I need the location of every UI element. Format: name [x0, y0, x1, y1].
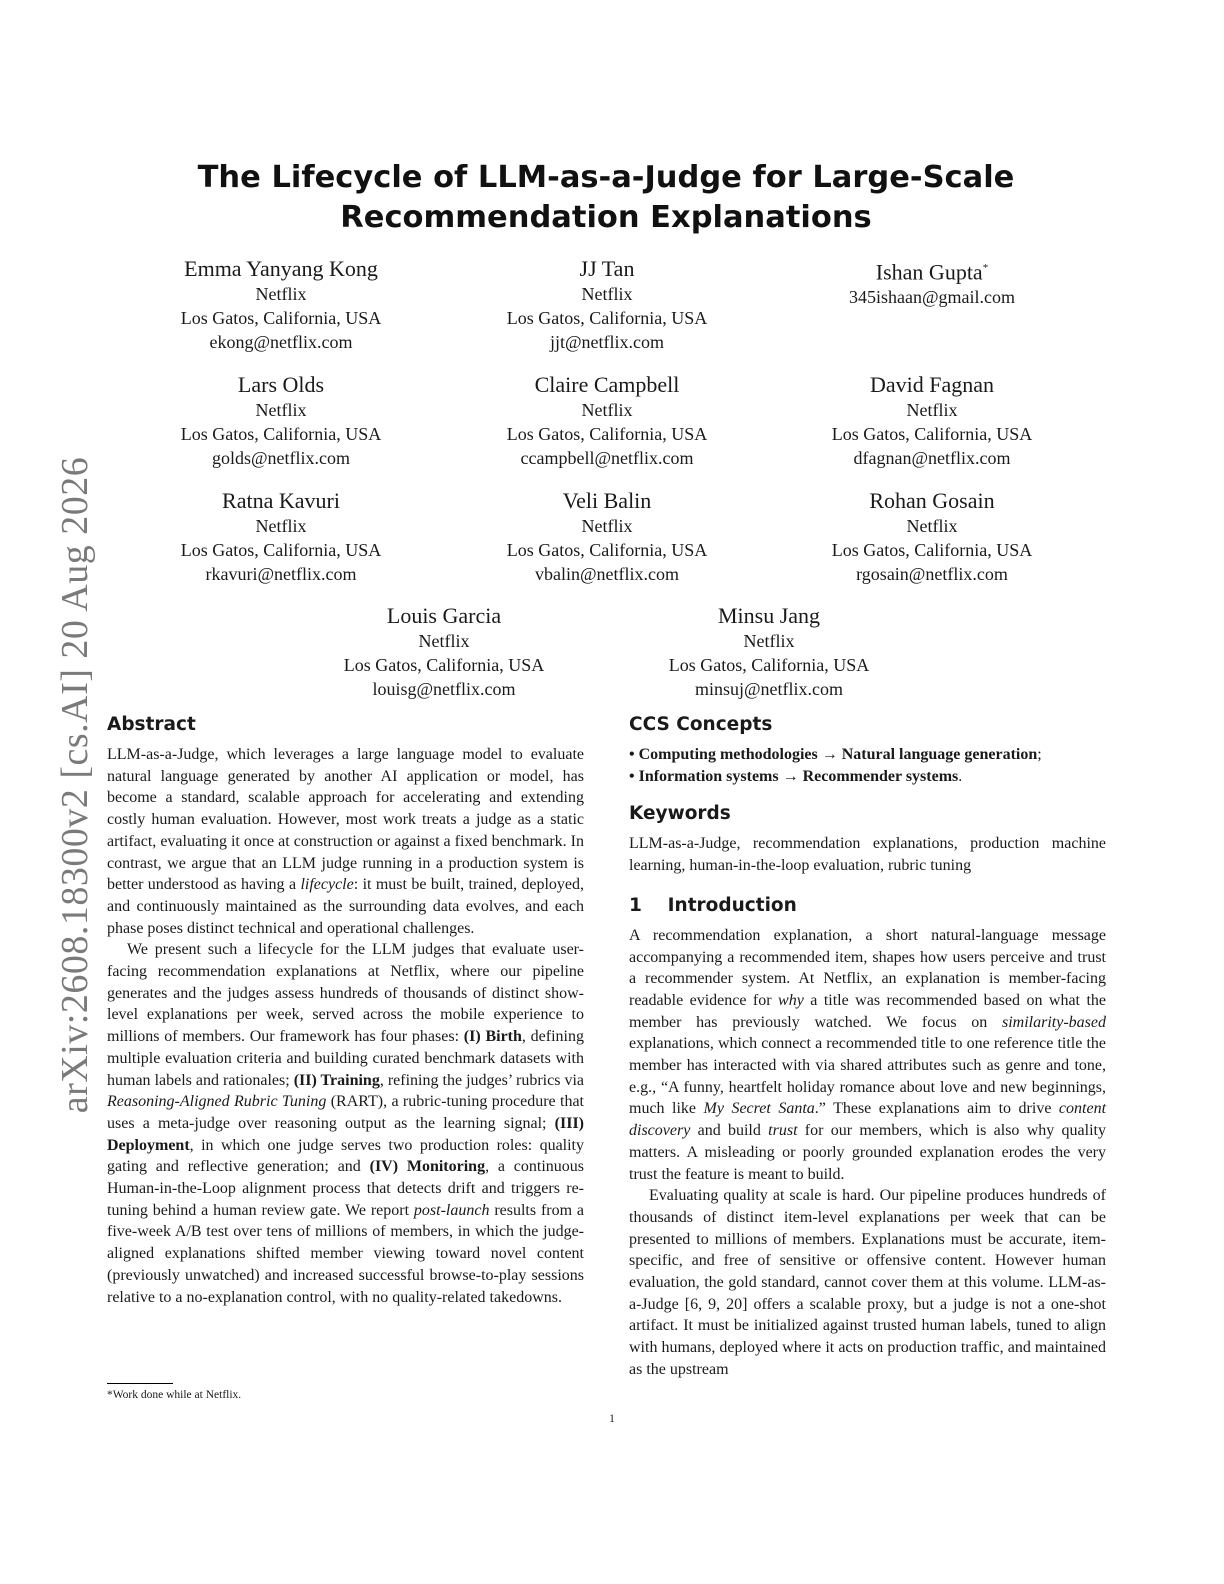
text-run: .: [958, 767, 963, 785]
author-block: [116, 371, 446, 470]
author-location: Los Gatos, California, USA: [831, 540, 1033, 560]
author-location: Los Gatos, California, USA: [180, 540, 382, 560]
author-affiliation: Netflix: [581, 516, 633, 536]
text-run: results from a five-week A/B test over tens of millions of members, in which the judge-aligned explanations shifted member viewing toward novel content (previously unwatched) and increased successful browse-to-play sessions relative to a no-explanation control, with no quality-related takedowns.: [107, 1201, 584, 1306]
author-email: dfagnan@netflix.com: [853, 448, 1011, 468]
author-affiliation: Netflix: [581, 400, 633, 420]
author-name: Minsu Jang: [717, 603, 821, 628]
author-location: Los Gatos, California, USA: [343, 655, 545, 675]
emphasis: trust: [768, 1122, 798, 1140]
text-run: .” These explanations aim to drive: [814, 1100, 1059, 1118]
text-run: explanations, which connect a recommended title to one reference title the member has interacted with via shared attributes such as genre and tone, e.g., “A funny, heartfelt holiday romance about love and new beginnings, much like: [629, 1035, 1106, 1118]
author-affiliation: Netflix: [906, 400, 958, 420]
emphasis: why: [778, 991, 804, 1009]
text-run: We present such a lifecycle for the LLM judges that evaluate user-facing recommendation explanations at Netflix, where our pipeline generates and the judges assess hundreds of thousands of distinct show-level explanations per week, served across the mobile experience to millions of members. Our framework has four phases:: [107, 941, 584, 1046]
paper-title-line-1: The Lifecycle of LLM-as-a-Judge for Large-Scale: [197, 160, 1015, 195]
bold-phrase: (III) Deployment: [107, 1114, 584, 1154]
author-email: minsuj@netflix.com: [694, 679, 844, 699]
ccs-heading: CCS Concepts: [629, 714, 773, 735]
author-block: [604, 602, 934, 701]
author-email: jjt@netflix.com: [549, 332, 665, 352]
author-email: vbalin@netflix.com: [534, 564, 680, 584]
paper-title: [150, 158, 1062, 238]
emphasis: My Secret Santa: [703, 1100, 815, 1118]
ccs-item: [629, 744, 1106, 766]
emphasis: lifecycle: [300, 876, 354, 894]
text-run: for our members, which is also why quality matters. A misleading or poorly grounded explanation erodes the very trust the feature is meant to build.: [629, 1122, 1106, 1183]
left-column: [107, 712, 584, 1308]
bold-phrase: (I) Birth: [463, 1028, 522, 1046]
author-name-text: Ishan Gupta: [875, 259, 983, 285]
author-block: [442, 371, 772, 470]
author-email: louisg@netflix.com: [372, 679, 516, 699]
author-name: Claire Campbell: [534, 372, 680, 397]
intro-paragraph-1: [629, 925, 1106, 1185]
author-name: Lars Olds: [237, 372, 325, 397]
author-name: Emma Yanyang Kong: [184, 256, 378, 281]
emphasis: similarity-based: [1002, 1013, 1106, 1031]
author-location: Los Gatos, California, USA: [180, 424, 382, 444]
author-name: David Fagnan: [869, 372, 995, 397]
text-run: , a continuous Human-in-the-Loop alignment process that detects drift and triggers re-tuning behind a human review gate. We report: [107, 1158, 585, 1219]
emphasis: post-launch: [413, 1201, 490, 1219]
author-name: Veli Balin: [562, 488, 652, 513]
author-affiliation: Netflix: [743, 631, 795, 651]
emphasis: content discovery: [629, 1100, 1107, 1140]
author-affiliation: Netflix: [255, 400, 307, 420]
emphasis: Reasoning-Aligned Rubric Tuning: [107, 1093, 327, 1111]
author-affiliation: Netflix: [418, 631, 470, 651]
text-run: ;: [1037, 746, 1042, 763]
author-affiliation: Netflix: [581, 284, 633, 304]
text-run: , refining the judges’ rubrics via: [379, 1071, 585, 1089]
text-run: (RART), a rubric-tuning procedure that uses a meta-judge over reasoning output as the learning signal;: [107, 1093, 585, 1132]
author-name: Rohan Gosain: [869, 488, 995, 513]
author-affiliation: Netflix: [255, 516, 307, 536]
author-block: [767, 371, 1097, 470]
author-email: rkavuri@netflix.com: [205, 564, 357, 584]
right-column: [629, 712, 1106, 1381]
author-email: golds@netflix.com: [211, 448, 351, 468]
paper-title-line-2: Recommendation Explanations: [340, 200, 872, 235]
ccs-concepts: [629, 744, 1106, 787]
keywords-text: LLM-as-a-Judge, recommendation explanations, production machine learning, human-in-the-loop evaluation, rubric tuning: [629, 835, 1106, 875]
ccs-item: [629, 766, 1106, 788]
abstract-paragraph-1: [107, 744, 584, 939]
text-run: , defining multiple evaluation criteria and building curated benchmark datasets with human labels and rationales;: [107, 1028, 585, 1089]
author-footnote-mark: *: [982, 262, 989, 274]
text-run: , in which one judge serves two production roles: quality gating and reflective generation; and: [107, 1136, 584, 1176]
author-location: Los Gatos, California, USA: [180, 308, 382, 328]
arxiv-identifier-text: arXiv:2608.18300v2 [cs.AI] 20 Aug 2026: [54, 456, 97, 1114]
author-block: [442, 255, 772, 354]
introduction-heading: 1 Introduction: [629, 894, 797, 916]
author-location: Los Gatos, California, USA: [506, 424, 708, 444]
footnote: *Work done while at Netflix.: [107, 1389, 242, 1401]
author-location: Los Gatos, California, USA: [831, 424, 1033, 444]
author-block: [116, 487, 446, 586]
author-location: Los Gatos, California, USA: [506, 308, 708, 328]
text-run: a title was recommended based on what the member has previously watched. We focus on: [629, 991, 1107, 1031]
author-email: 345ishaan@gmail.com: [848, 287, 1016, 308]
arxiv-identifier: [40, 440, 110, 1130]
bold-phrase: (II) Training: [293, 1071, 380, 1089]
text-run: A recommendation explanation, a short natural-language message accompanying a recommended item, shapes how users perceive and trust a recommender system. At Netflix, an explanation is member-facing readable evidence for: [629, 926, 1106, 1009]
author-email: rgosain@netflix.com: [856, 564, 1008, 584]
author-name: [767, 255, 1097, 285]
author-email: ccampbell@netflix.com: [520, 448, 694, 468]
keywords-heading: Keywords: [629, 803, 731, 825]
author-block: [279, 602, 609, 701]
author-affiliation: Netflix: [906, 516, 958, 536]
bold-phrase: (IV) Monitoring: [369, 1158, 486, 1176]
author-name: JJ Tan: [579, 256, 635, 281]
author-block: [767, 255, 1097, 309]
abstract-paragraph-2: [107, 939, 584, 1308]
text-run: : it must be built, trained, deployed, and continuously maintained as the surrounding data evolves, and each phase poses distinct technical and operational challenges.: [107, 876, 585, 937]
author-block: [767, 487, 1097, 586]
ccs-item-bold: • Information systems → Recommender systems: [629, 767, 959, 785]
author-location: Los Gatos, California, USA: [506, 540, 708, 560]
author-email: ekong@netflix.com: [209, 332, 353, 352]
intro-paragraph-2: Evaluating quality at scale is hard. Our pipeline produces hundreds of thousands of distinct item-level explanations per week that can be presented to millions of members. Explanations must be accurate, item-specific, and free of sensitive or offensive content. However human evaluation, the gold standard, cannot cover them at this volume. LLM-as-a-Judge [6, 9, 20] offers a scalable proxy, but a judge is not a one-shot artifact. It must be initialized against trusted human labels, tuned to align with humans, deployed where it acts on production traffic, and maintained as the upstream: [629, 1187, 1106, 1378]
ccs-item-bold: • Computing methodologies → Natural language generation: [629, 746, 1038, 763]
text-run: LLM-as-a-Judge, which leverages a large language model to evaluate natural language generated by another AI application or model, has become a standard, scalable approach for accelerating and extending costly human evaluation. However, most work treats a judge as a static artifact, evaluating it once at construction or against a fixed benchmark. In contrast, we argue that an LLM judge running in a production system is better understood as having a: [107, 746, 584, 894]
footnote-rule: [107, 1383, 173, 1384]
author-block: [442, 487, 772, 586]
text-run: and build: [690, 1122, 769, 1140]
author-name: Louis Garcia: [386, 603, 502, 628]
author-location: Los Gatos, California, USA: [668, 655, 870, 675]
abstract-heading: Abstract: [107, 714, 196, 735]
author-name: Ratna Kavuri: [222, 488, 340, 513]
page-number: 1: [609, 1413, 615, 1425]
author-affiliation: Netflix: [255, 284, 307, 304]
author-block: [116, 255, 446, 354]
